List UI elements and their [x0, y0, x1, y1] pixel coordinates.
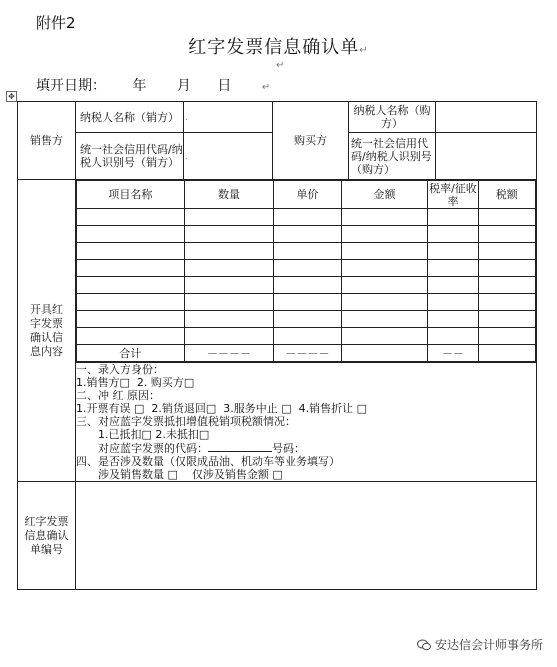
item-cell[interactable]	[478, 294, 535, 311]
blue-invoice-number-label: 号码：	[272, 442, 305, 455]
reason-discount-checkbox[interactable]: 4.销售折让 □	[298, 402, 368, 415]
fill-date-label: 填开日期：	[36, 78, 106, 94]
item-cell[interactable]	[184, 226, 274, 243]
item-cell[interactable]	[77, 209, 185, 226]
column-header: 金额	[341, 181, 428, 209]
item-cell[interactable]	[274, 226, 341, 243]
watermark-text: 安达信会计师事务所	[434, 638, 543, 652]
item-cell[interactable]	[428, 226, 478, 243]
document-title: 红字发票信息确认单↵	[188, 37, 369, 58]
item-cell[interactable]	[274, 260, 341, 277]
section-1-options	[76, 376, 536, 389]
item-cell[interactable]	[274, 243, 341, 260]
not-deducted-checkbox[interactable]: 2.未抵扣□	[155, 428, 210, 441]
column-header: 单价	[274, 181, 341, 209]
day-label: 日	[217, 78, 232, 94]
options-section	[76, 363, 537, 482]
attachment-label: 附件2	[36, 14, 76, 32]
item-cell[interactable]	[341, 260, 428, 277]
item-cell[interactable]	[77, 226, 185, 243]
item-cell[interactable]	[77, 328, 185, 345]
item-cell[interactable]	[428, 294, 478, 311]
item-cell[interactable]	[428, 209, 478, 226]
amount-only-checkbox[interactable]: 仅涉及销售金额 □	[191, 468, 283, 481]
item-cell[interactable]	[274, 277, 341, 294]
table-move-handle-icon[interactable]: ✥	[6, 91, 17, 102]
blue-invoice-code-label: 对应蓝字发票的代码：	[98, 442, 208, 455]
column-header: 税额	[478, 181, 535, 209]
item-cell[interactable]	[184, 294, 274, 311]
buyer-name-value[interactable]	[436, 102, 536, 132]
item-cell[interactable]	[478, 226, 535, 243]
wechat-icon	[417, 639, 431, 651]
buyer-name-row	[349, 102, 537, 133]
buyer-id-label: 统一社会信用代码/纳税人识别号（购方）	[349, 133, 436, 179]
content-side-label: 开具红字发票确认信息内容	[18, 180, 76, 482]
seller-name-value[interactable]: .	[184, 102, 273, 133]
buyer-name-label: 纳税人名称（购方）	[349, 102, 436, 132]
item-cell[interactable]	[478, 209, 535, 226]
item-cell[interactable]	[77, 277, 185, 294]
item-cell[interactable]	[341, 209, 428, 226]
reason-service-stop-checkbox[interactable]: 3.服务中止 □	[223, 402, 292, 415]
deducted-checkbox[interactable]: 1.已抵扣□	[98, 428, 152, 441]
item-cell[interactable]	[478, 311, 535, 328]
total-label: 合计	[77, 345, 185, 362]
items-table	[76, 180, 536, 362]
item-cell[interactable]	[184, 260, 274, 277]
involves-quantity-checkbox[interactable]: 涉及销售数量 □	[98, 468, 178, 481]
item-cell[interactable]	[184, 328, 274, 345]
item-cell[interactable]	[478, 328, 535, 345]
reason-return-checkbox[interactable]: 2.销货退回□	[151, 402, 217, 415]
total-amount[interactable]	[341, 345, 428, 362]
column-header: 税率/征收率	[429, 181, 477, 208]
items-cell	[76, 180, 537, 363]
buyer-id-value[interactable]	[436, 133, 536, 179]
item-cell[interactable]	[274, 209, 341, 226]
seller-label: 销售方	[18, 102, 76, 180]
item-cell[interactable]	[341, 294, 428, 311]
item-cell[interactable]	[341, 277, 428, 294]
item-row	[77, 328, 536, 345]
blue-invoice-code-row	[76, 441, 536, 455]
section-2-title: 二、冲 红 原因：	[76, 389, 160, 402]
item-cell[interactable]	[341, 328, 428, 345]
item-cell[interactable]	[341, 311, 428, 328]
month-label: 月	[176, 78, 191, 94]
total-tax-rate: －－	[428, 345, 478, 362]
total-tax-amount[interactable]	[478, 345, 535, 362]
seller-id-value[interactable]: .	[184, 133, 273, 180]
entry-buyer-checkbox[interactable]: 2. 购买方□	[136, 376, 195, 389]
item-row	[77, 311, 536, 328]
item-cell[interactable]	[77, 260, 185, 277]
item-row	[77, 226, 536, 243]
total-quantity: －－－－	[184, 345, 274, 362]
confirmation-number-label: 红字发票信息确认单编号	[18, 482, 76, 590]
item-cell[interactable]	[77, 243, 185, 260]
item-cell[interactable]	[428, 260, 478, 277]
item-row	[77, 260, 536, 277]
item-cell[interactable]	[184, 243, 274, 260]
column-header: 数量	[184, 181, 274, 209]
item-cell[interactable]	[184, 277, 274, 294]
item-cell[interactable]	[274, 311, 341, 328]
buyer-label: 购买方	[273, 102, 349, 180]
watermark	[417, 636, 543, 653]
paragraph-mark: ↵	[261, 82, 271, 93]
seller-id-label: 统一社会信用代码/纳税人识别号（销方）	[76, 133, 184, 180]
paragraph-mark: ↵	[276, 60, 285, 71]
section-3-options	[76, 428, 536, 441]
section-1-title: 一、录入方身份：	[76, 363, 164, 376]
item-cell[interactable]	[428, 277, 478, 294]
item-cell[interactable]	[274, 328, 341, 345]
year-label: 年	[132, 78, 147, 94]
section-4-options	[76, 468, 536, 481]
item-row	[77, 277, 536, 294]
item-cell[interactable]	[184, 311, 274, 328]
item-row	[77, 209, 536, 226]
item-cell[interactable]	[274, 294, 341, 311]
item-cell[interactable]	[478, 243, 535, 260]
item-cell[interactable]	[478, 277, 535, 294]
confirmation-number-value[interactable]	[76, 482, 537, 590]
reason-error-checkbox[interactable]: 1.开票有误 □	[76, 402, 145, 415]
item-cell[interactable]	[184, 209, 274, 226]
item-cell[interactable]	[478, 260, 535, 277]
blue-invoice-code-field[interactable]	[208, 441, 272, 452]
section-4-title: 四、是否涉及数量（仅限成品油、机动车等业务填写）	[76, 455, 340, 468]
item-row	[77, 243, 536, 260]
column-header: 项目名称	[77, 181, 185, 209]
section-3-title: 三、对应蓝字发票抵扣增值税销项税额情况：	[76, 415, 296, 428]
item-cell[interactable]	[341, 243, 428, 260]
item-cell[interactable]	[341, 226, 428, 243]
entry-seller-checkbox[interactable]: 1.销售方□	[76, 376, 130, 389]
fill-date-row	[36, 75, 270, 95]
seller-name-label: 纳税人名称（销方）	[76, 102, 184, 133]
item-row	[77, 294, 536, 311]
item-cell[interactable]	[428, 311, 478, 328]
confirmation-table	[17, 101, 537, 590]
item-cell[interactable]	[428, 328, 478, 345]
total-unit-price: －－－－	[274, 345, 341, 362]
item-cell[interactable]	[428, 243, 478, 260]
section-2-options	[76, 402, 536, 415]
item-cell[interactable]	[77, 311, 185, 328]
buyer-id-row	[349, 133, 537, 180]
item-cell[interactable]	[77, 294, 185, 311]
